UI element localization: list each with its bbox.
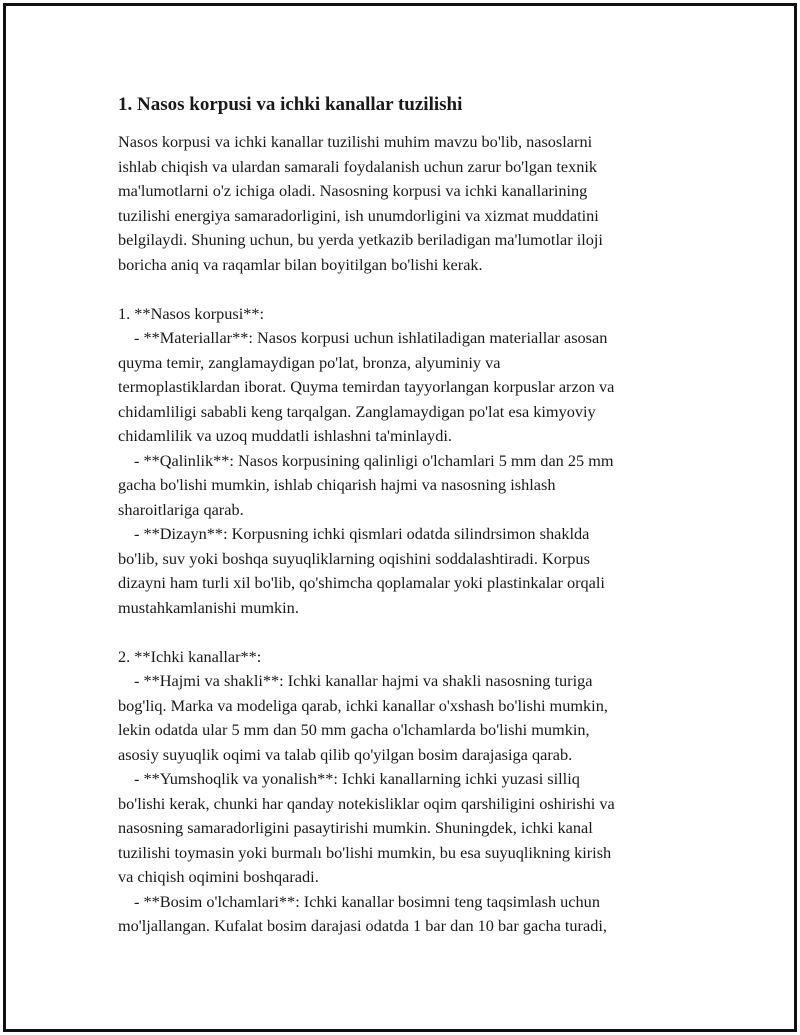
document-title: 1. Nasos korpusi va ichki kanallar tuzilishi bbox=[118, 94, 463, 115]
section-materials-body bbox=[118, 302, 688, 621]
list-item-line: bo'lib, suv yoki boshqa suyuqliklarning oqishini soddalashtiradi. Korpus bbox=[118, 548, 590, 568]
list-item-line: - **Hajmi va shakli**: Ichki kanallar hajmi va shakli nasosning turiga bbox=[134, 671, 593, 690]
paragraph-gap bbox=[118, 277, 688, 302]
list-item-line: tuzilishi toymasin yoki burmalı bo'lishi mumkin, bu esa suyuqlikning kirish bbox=[118, 842, 612, 862]
list-item-line: - **Dizayn**: Korpusning ichki qismlari odatda silindrsimon shaklda bbox=[134, 524, 590, 543]
section-channels-body bbox=[118, 645, 688, 939]
list-item-line: lekin odatda ular 5 mm dan 50 mm gacha o'lchamlarda bo'lishi mumkin, bbox=[118, 720, 590, 739]
intro-line: ishlab chiqish va ulardan samarali foydalanish uchun zarur bo'lgan texnik bbox=[118, 156, 598, 176]
list-item-line: - **Materiallar**: Nasos korpusi uchun ishlatiladigan materiallar asosan bbox=[134, 328, 608, 347]
list-item-line: asosiy suyuqlik oqimi va talab qilib qo'yilgan bosim darajasiga qarab. bbox=[118, 744, 573, 764]
list-item-line: gacha bo'lishi mumkin, ishlab chiqarish hajmi va nasosning ishlash bbox=[118, 475, 556, 494]
list-item-line: bog'liq. Marka va modeliga qarab, ichki kanallar o'xshash bo'lishi mumkin, bbox=[118, 695, 608, 715]
list-item-line: - **Qalinlik**: Nasos korpusining qalinligi o'lchamlari 5 mm dan 25 mm bbox=[134, 450, 614, 470]
document-body bbox=[118, 92, 688, 939]
list-item-line: chidamlilik va uzoq muddatli ishlashni ta'minlaydi. bbox=[118, 426, 452, 445]
list-item-line: bo'lishi kerak, chunki har qanday notekisliklar oqim qarshiligini oshirishi va bbox=[118, 793, 615, 813]
list-item-line: dizayni ham turli xil bo'lib, qo'shimcha qoplamalar yoki plastinkalar orqali bbox=[118, 573, 605, 592]
intro-line: Nasos korpusi va ichki kanallar tuzilishi muhim mavzu bo'lib, nasoslarni bbox=[118, 132, 593, 151]
list-item-line: quyma temir, zanglamaydigan po'lat, bronza, alyuminiy va bbox=[118, 352, 501, 372]
section-heading: 1. **Nasos korpusi**: bbox=[118, 303, 265, 323]
intro-line: belgilaydi. Shuning uchun, bu yerda yetkazib beriladigan ma'lumotlar iloji bbox=[118, 230, 603, 249]
list-item-line: termoplastiklardan iborat. Quyma temirdan tayyorlangan korpuslar arzon va bbox=[118, 377, 615, 396]
list-item-line: mustahkamlanishi mumkin. bbox=[118, 597, 299, 617]
list-item-line: sharoitlariga qarab. bbox=[118, 499, 244, 519]
list-item-line: nasosning samaradorligini pasaytirishi mumkin. Shuningdek, ichki kanal bbox=[118, 818, 593, 837]
list-item-line: va chiqish oqimini boshqaradi. bbox=[118, 867, 319, 886]
intro-paragraph bbox=[118, 130, 688, 277]
list-item-line: - **Bosim o'lchamlari**: Ichki kanallar bosimni teng taqsimlash uchun bbox=[134, 891, 600, 911]
intro-line: tuzilishi energiya samaradorligini, ish unumdorligini va xizmat muddatini bbox=[118, 205, 599, 225]
paragraph-gap bbox=[118, 620, 688, 645]
list-item-line: mo'ljallangan. Kufalat bosim darajasi odatda 1 bar dan 10 bar gacha turadi, bbox=[118, 916, 607, 935]
list-item-line: - **Yumshoqlik va yonalish**: Ichki kanallarning ichki yuzasi silliq bbox=[134, 769, 580, 788]
intro-line: ma'lumotlarni o'z ichiga oladi. Nasosning korpusi va ichki kanallarining bbox=[118, 181, 588, 200]
section-heading: 2. **Ichki kanallar**: bbox=[118, 646, 262, 666]
list-item-line: chidamliligi sababli keng tarqalgan. Zanglamaydigan po'lat esa kimyoviy bbox=[118, 401, 596, 421]
intro-line: boricha aniq va raqamlar bilan boyitilgan bo'lishi kerak. bbox=[118, 254, 483, 274]
